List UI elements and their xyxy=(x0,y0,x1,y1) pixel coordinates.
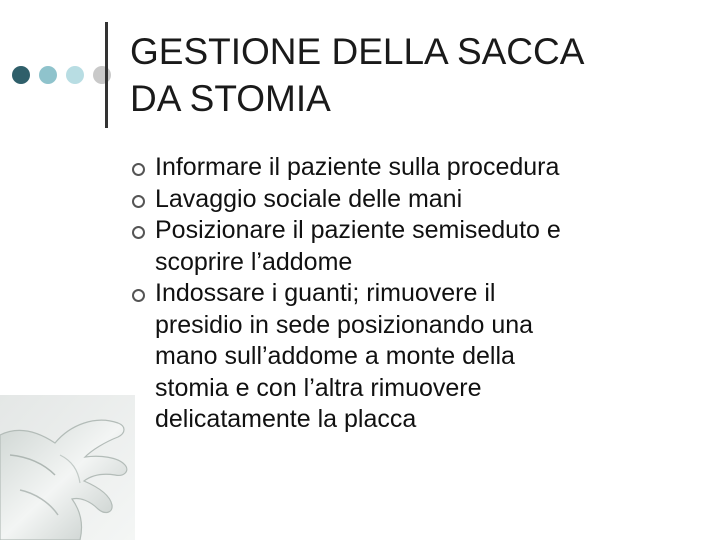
hollow-circle-icon xyxy=(132,195,145,208)
dot-icon xyxy=(39,66,57,84)
bullet-item xyxy=(132,152,692,184)
hollow-circle-icon xyxy=(132,289,145,302)
bullet-line: Indossare i guanti; rimuovere il xyxy=(155,279,496,307)
bullet-line: Posizionare il paziente semiseduto e xyxy=(155,216,561,244)
hollow-circle-icon xyxy=(132,226,145,239)
dot-icon xyxy=(12,66,30,84)
bullet-line: stomia e con l’altra rimuovere xyxy=(155,373,482,402)
bullet-line: scoprire l’addome xyxy=(155,247,353,276)
slide-title xyxy=(130,28,710,122)
bullet-list xyxy=(132,152,692,436)
title-divider xyxy=(105,22,108,128)
bullet-line: delicatamente la placca xyxy=(155,405,417,433)
dot-icon xyxy=(93,66,111,84)
bullet-line: Informare il paziente sulla procedura xyxy=(155,153,560,181)
bullet-line: Lavaggio sociale delle mani xyxy=(155,184,463,213)
title-line: GESTIONE DELLA SACCA xyxy=(130,31,585,72)
bullet-line: presidio in sede posizionando una xyxy=(155,310,534,339)
hollow-circle-icon xyxy=(132,163,145,176)
bullet-item xyxy=(132,278,692,436)
glove-illustration xyxy=(0,395,135,540)
bullet-item xyxy=(132,215,692,278)
bullet-line: mano sull’addome a monte della xyxy=(155,342,515,370)
title-line: DA STOMIA xyxy=(130,78,331,119)
bullet-item xyxy=(132,184,692,216)
gloves-image xyxy=(0,395,135,540)
dot-icon xyxy=(66,66,84,84)
